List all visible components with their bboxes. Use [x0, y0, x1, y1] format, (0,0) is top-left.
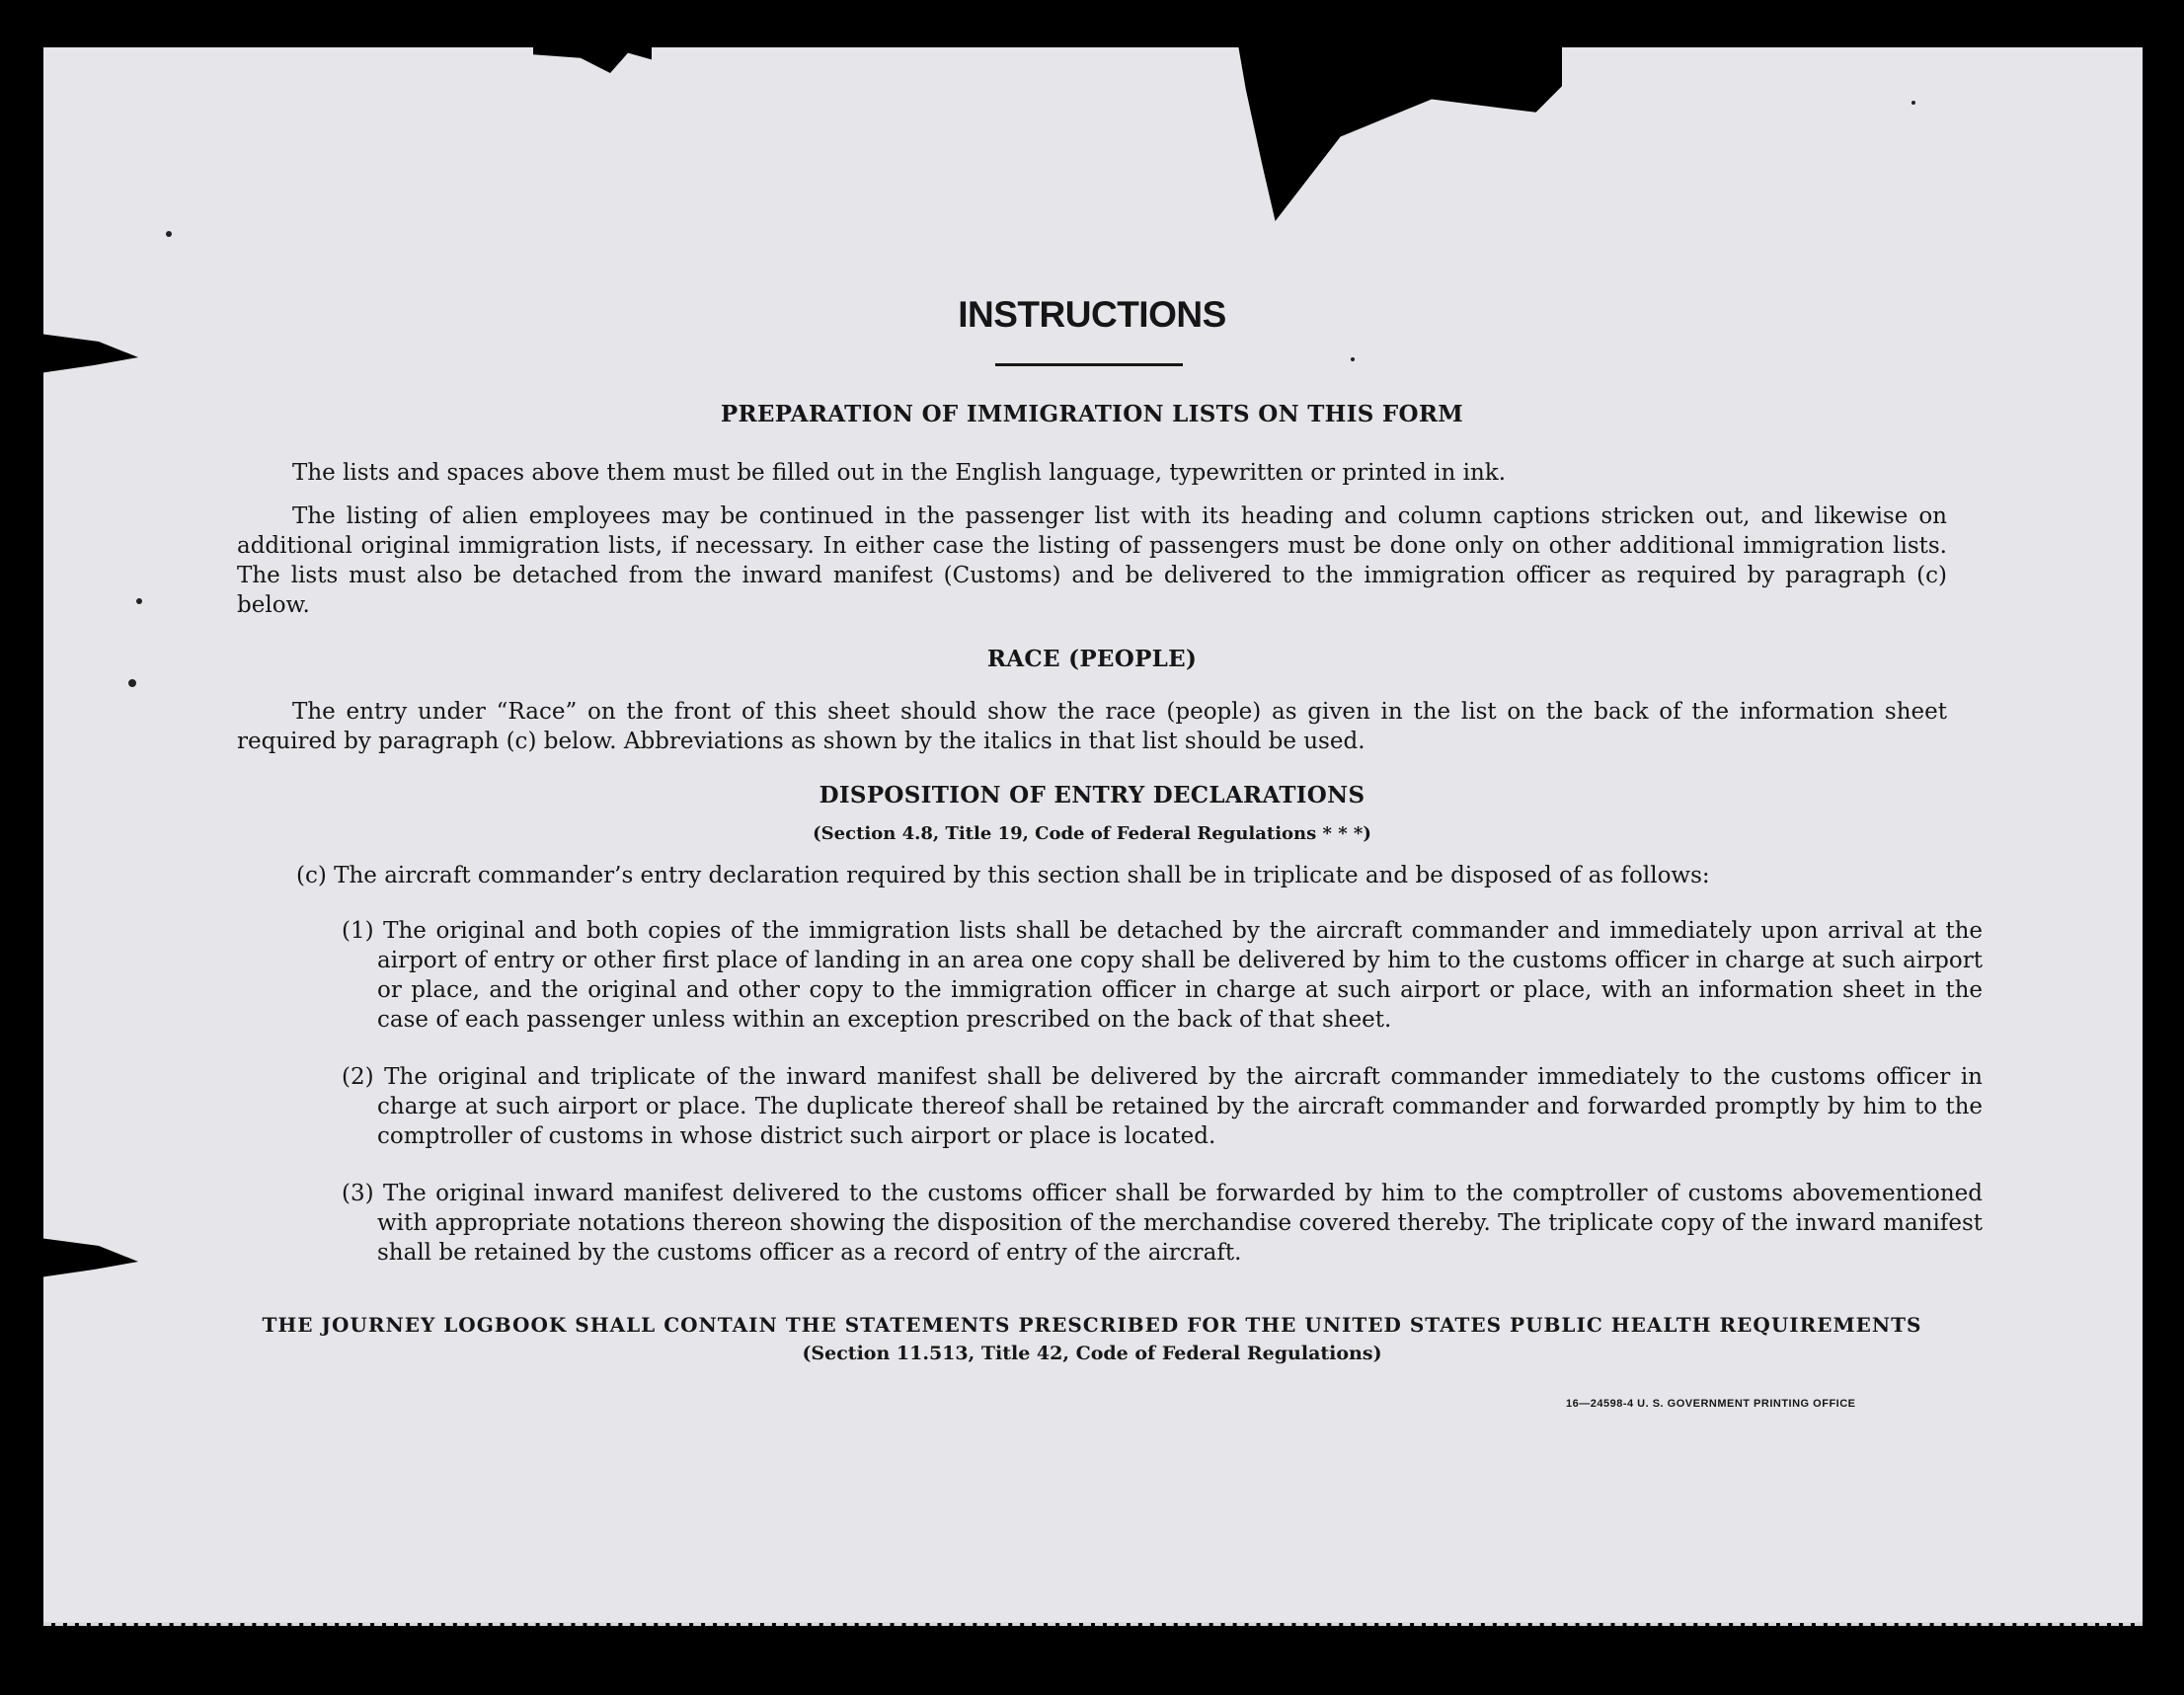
disposition-item-2: (2) The original and triplicate of the inward manifest shall be delivered by the aircraft commander immediately to the customs officer in charge at such airport or place. The duplicate thereof shall be retained by the aircraft commander and forwarded promptly by him to the comptroller of customs in whose district such airport or place is located.: [342, 1064, 1983, 1149]
footer-heading: THE JOURNEY LOGBOOK SHALL CONTAIN THE STATEMENTS PRESCRIBED FOR THE UNITED STATES PUBLIC HEALTH REQUIREMENTS: [262, 1313, 1922, 1337]
perforation-line: [43, 1622, 2143, 1626]
page-title: INSTRUCTIONS: [958, 294, 1226, 335]
speck: [1351, 357, 1355, 361]
race-paragraph: The entry under “Race” on the front of this sheet should show the race (people) as given in the list on the back of the information sheet required by paragraph (c) below. Abbreviations as shown by the italics in that list should be used.: [237, 699, 1947, 754]
speck: [136, 598, 142, 604]
speck: [128, 679, 136, 687]
disposition-citation: (Section 4.8, Title 19, Code of Federal Regulations * * *): [813, 823, 1371, 844]
preparation-paragraph-2: The listing of alien employees may be continued in the passenger list with its heading and column captions stricken out, and likewise on additional original immigration lists, if necessary. In either case the listing of passengers must be done only on other additional immigration lists. The lists must also be detached from the inward manifest (Customs) and be delivered to the immigration officer as required by paragraph (c) below.: [237, 503, 1947, 618]
printing-office-code: 16—24598-4 U. S. GOVERNMENT PRINTING OFFICE: [1566, 1398, 1856, 1410]
speck: [1911, 101, 1915, 105]
preparation-heading: PREPARATION OF IMMIGRATION LISTS ON THIS FORM: [720, 401, 1464, 427]
disposition-item-3: (3) The original inward manifest delivered to the customs officer shall be forwarded by him to the comptroller of customs abovementioned with appropriate notations thereon showing the disposition of the merchandise covered thereby. The triplicate copy of the inward manifest shall be retained by the customs officer as a record of entry of the aircraft.: [342, 1181, 1983, 1266]
disposition-item-1: (1) The original and both copies of the immigration lists shall be detached by the aircraft commander and immediately upon arrival at the airport of entry or other first place of landing in an area one copy shall be delivered by him to the customs officer in charge at such airport or place, and the original and other copy to the immigration officer in charge at such airport or place, with an information sheet in the case of each passenger unless within an exception prescribed on the back of that sheet.: [342, 918, 1983, 1033]
race-heading: RACE (PEOPLE): [986, 646, 1198, 672]
footer-citation: (Section 11.513, Title 42, Code of Federal Regulations): [802, 1343, 1382, 1364]
disposition-intro: (c) The aircraft commander’s entry declaration required by this section shall be in triplicate and be disposed of as follows:: [296, 863, 1710, 888]
speck: [166, 231, 172, 237]
disposition-heading: DISPOSITION OF ENTRY DECLARATIONS: [819, 782, 1365, 809]
title-underline: [995, 363, 1183, 366]
preparation-paragraph-1: The lists and spaces above them must be filled out in the English language, typewritten or printed in ink.: [292, 460, 1507, 486]
